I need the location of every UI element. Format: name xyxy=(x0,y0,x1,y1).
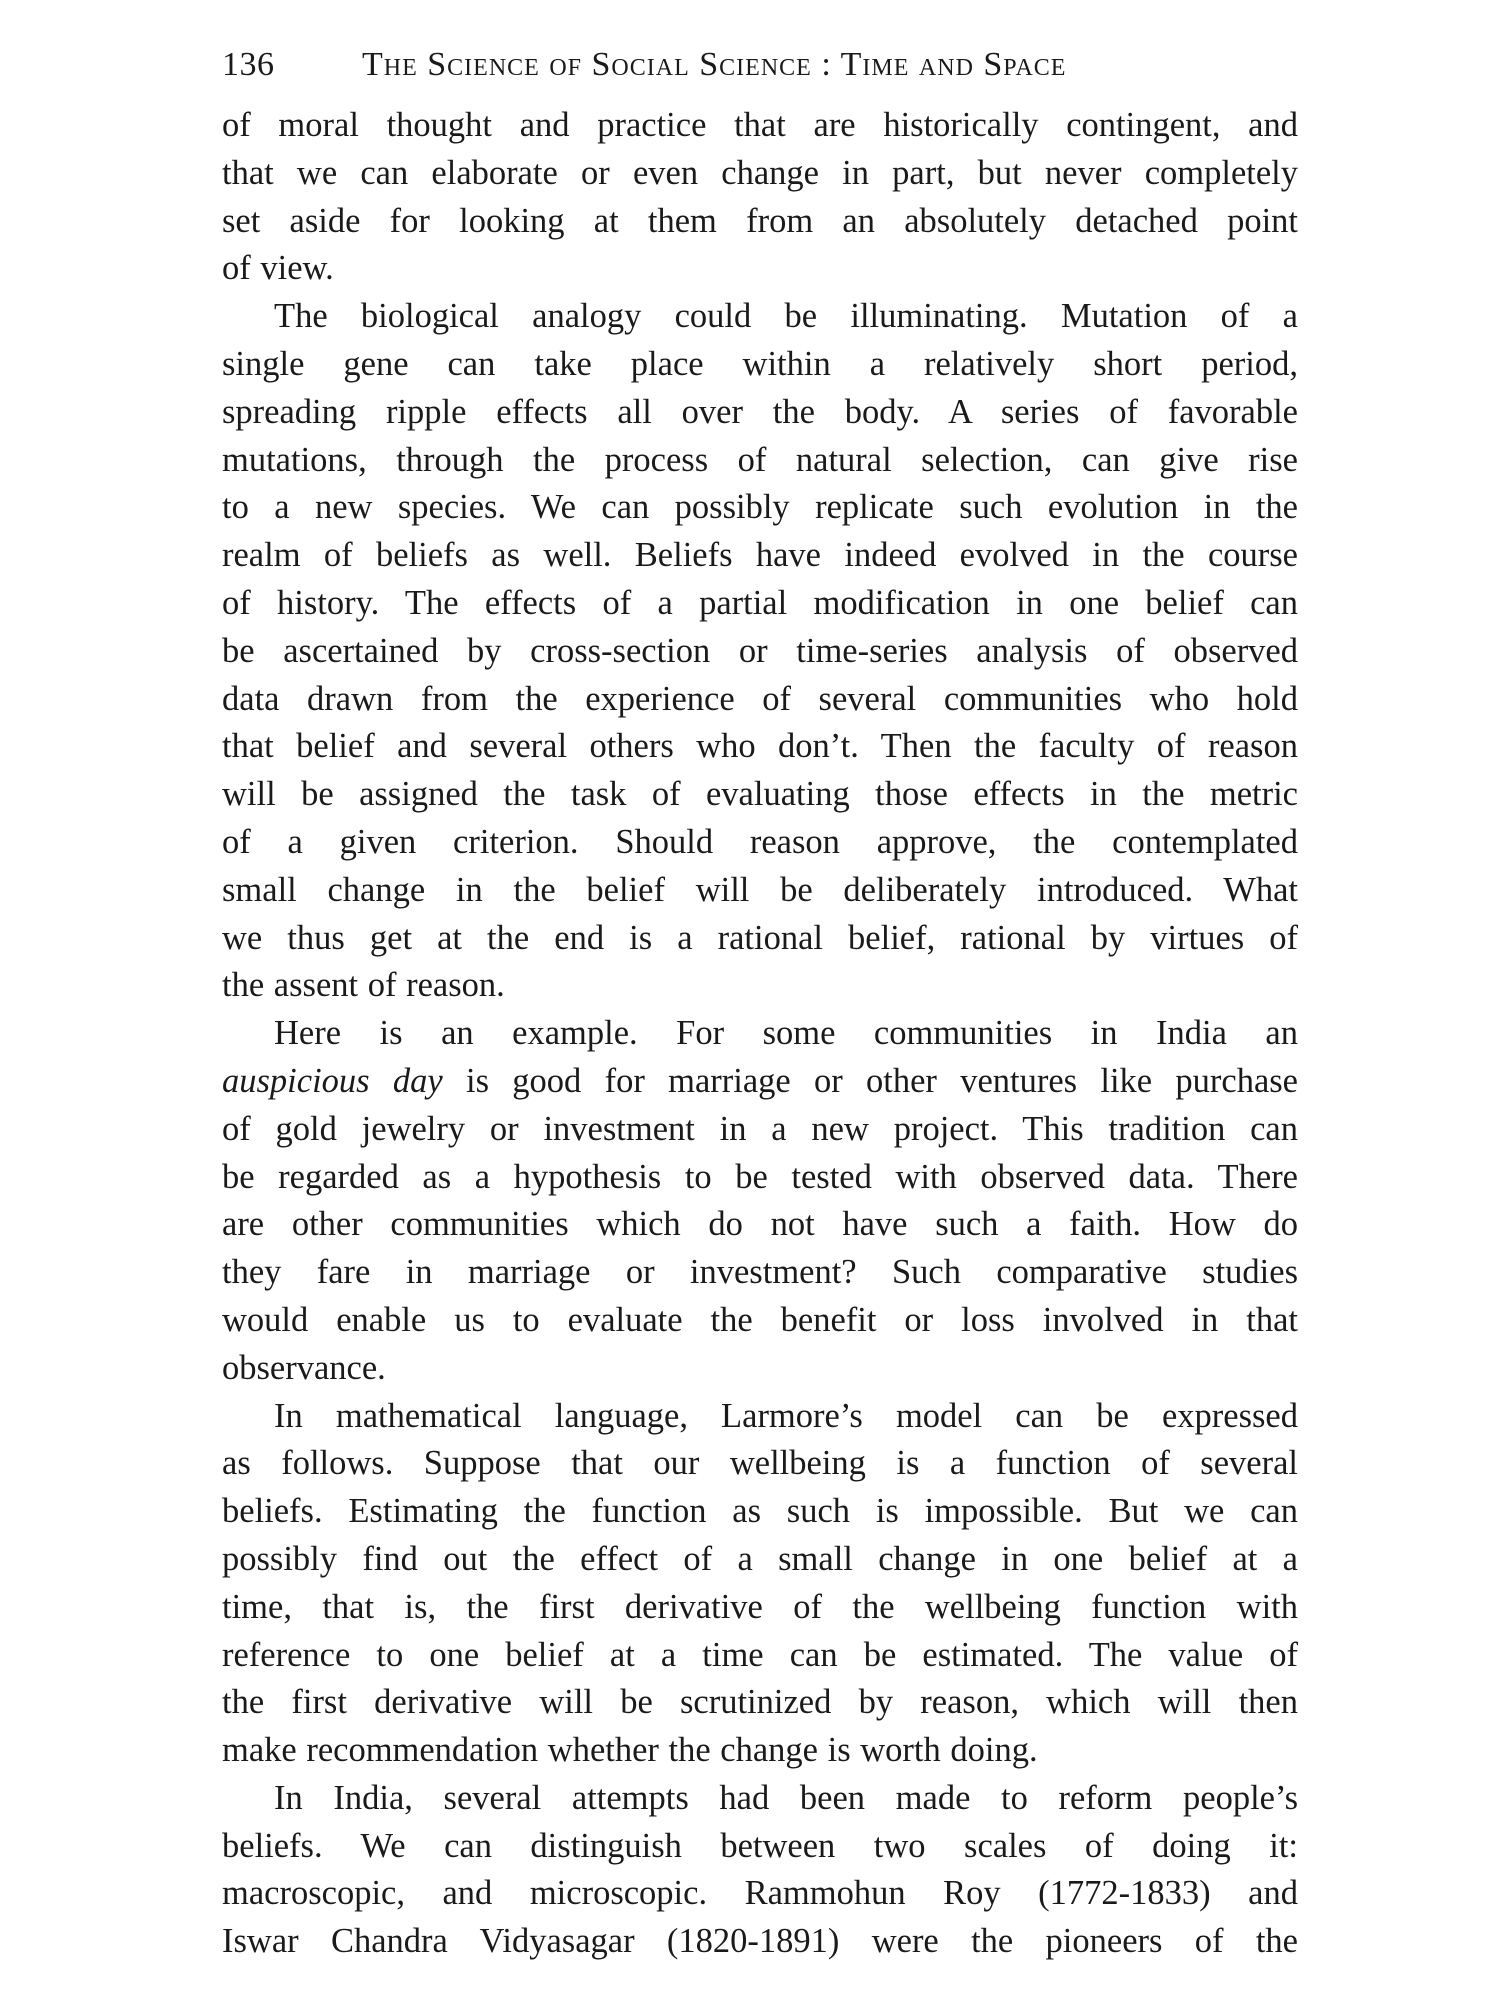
text-line xyxy=(222,1058,1298,1106)
italic-phrase: auspicious day xyxy=(222,1061,443,1100)
paragraph-5 xyxy=(222,1775,1298,1966)
paragraph-4 xyxy=(222,1393,1298,1775)
text-line: that we can elaborate or even change in part, but never completely xyxy=(222,153,1298,192)
text-line: spreading ripple effects all over the body. A series of favorable xyxy=(222,392,1298,431)
text-line: to a new species. We can possibly replicate such evolution in the xyxy=(222,488,1298,527)
text-line: the first derivative will be scrutinized by reason, which will then xyxy=(222,1683,1298,1722)
text-line: they fare in marriage or investment? Such comparative studies xyxy=(222,1253,1298,1292)
text-line: Here is an example. For some communities in India an xyxy=(274,1014,1298,1053)
text-line: mutations, through the process of natural selection, can give rise xyxy=(222,440,1298,479)
text-line: beliefs. Estimating the function as such is impossible. But we can xyxy=(222,1492,1298,1531)
text-line: be regarded as a hypothesis to be tested with observed data. There xyxy=(222,1157,1298,1196)
text-line: would enable us to evaluate the benefit or loss involved in that xyxy=(222,1300,1298,1339)
text-line: will be assigned the task of evaluating those effects in the metric xyxy=(222,775,1298,814)
text-line: are other communities which do not have such a faith. How do xyxy=(222,1205,1298,1244)
text-line: possibly find out the effect of a small change in one belief at a xyxy=(222,1539,1298,1578)
text-line: beliefs. We can distinguish between two scales of doing it: xyxy=(222,1826,1298,1865)
page-number: 136 xyxy=(222,46,275,83)
paragraph-1 xyxy=(222,102,1298,293)
text-line: we thus get at the end is a rational belief, rational by virtues of xyxy=(222,918,1298,957)
text-line: realm of beliefs as well. Beliefs have indeed evolved in the course xyxy=(222,536,1298,575)
text-line: the assent of reason. xyxy=(222,966,505,1005)
text-line: In mathematical language, Larmore’s model can be expressed xyxy=(274,1396,1298,1435)
text-line: of view. xyxy=(222,249,334,288)
text-fragment: is good for marriage or other ventures like purchase xyxy=(442,1061,1298,1100)
running-title: The Science of Social Science : Time and Space xyxy=(362,46,1067,83)
text-line: In India, several attempts had been made to reform people’s xyxy=(274,1778,1298,1817)
text-line: small change in the belief will be deliberately introduced. What xyxy=(222,870,1298,909)
text-line: of moral thought and practice that are historically contingent, and xyxy=(222,106,1298,144)
text-line: make recommendation whether the change is worth doing. xyxy=(222,1731,1038,1770)
text-line: The biological analogy could be illuminating. Mutation of a xyxy=(274,297,1298,336)
text-line: macroscopic, and microscopic. Rammohun Roy (1772-1833) and xyxy=(222,1874,1298,1913)
text-line: data drawn from the experience of several communities who hold xyxy=(222,679,1298,718)
text-line: that belief and several others who don’t. Then the faculty of reason xyxy=(222,727,1298,766)
text-line: Iswar Chandra Vidyasagar (1820-1891) were the pioneers of the xyxy=(222,1922,1298,1961)
text-line: of history. The effects of a partial modification in one belief can xyxy=(222,583,1298,622)
running-head xyxy=(222,40,1298,90)
text-line: reference to one belief at a time can be estimated. The value of xyxy=(222,1635,1298,1674)
paragraph-2 xyxy=(222,293,1298,1010)
text-line: observance. xyxy=(222,1348,386,1387)
text-line: as follows. Suppose that our wellbeing is a function of several xyxy=(222,1444,1298,1483)
text-line: single gene can take place within a relatively short period, xyxy=(222,344,1298,383)
book-page xyxy=(222,40,1298,1966)
text-line: of a given criterion. Should reason approve, the contemplated xyxy=(222,822,1298,861)
text-line: be ascertained by cross-section or time-series analysis of observed xyxy=(222,631,1298,670)
text-line: time, that is, the first derivative of the wellbeing function with xyxy=(222,1587,1298,1626)
body-text xyxy=(222,102,1298,1966)
paragraph-3 xyxy=(222,1010,1298,1392)
text-line: of gold jewelry or investment in a new project. This tradition can xyxy=(222,1109,1298,1148)
text-line: set aside for looking at them from an absolutely detached point xyxy=(222,201,1298,240)
